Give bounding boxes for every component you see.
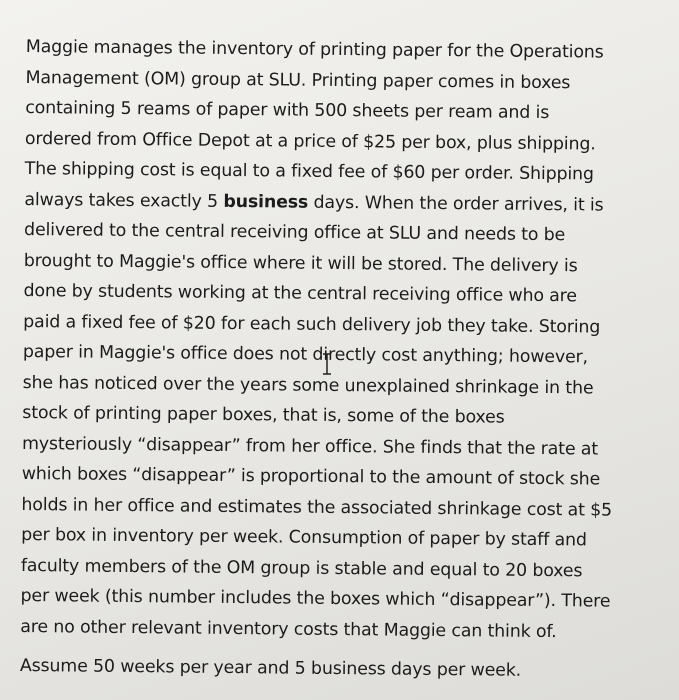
text-cursor-icon [322, 353, 332, 375]
text-line: Maggie manages the inventory of printing paper for the Operations [25, 36, 604, 63]
text-line: are no other relevant inventory costs that Maggie can think of. [20, 616, 557, 642]
text-line: faculty members of the OM group is stable and equal to 20 boxes [20, 555, 583, 581]
text-line: The shipping cost is equal to a fixed fee of $60 per order. Shipping [24, 158, 594, 185]
text-line: Management (OM) group at SLU. Printing paper comes in boxes [25, 67, 571, 93]
text-line: delivered to the central receiving office at SLU and needs to be [24, 219, 566, 246]
text-line: per week (this number includes the boxes which “disappear”). There [20, 585, 611, 612]
text-line: done by students working at the central receiving office who are [23, 280, 578, 307]
text-line: paid a fixed fee of $20 for each such delivery job they take. Storing [23, 311, 601, 338]
text-line: containing 5 reams of paper with 500 sheets per ream and is [25, 97, 550, 124]
text-segment: days. When the order arrives, it is [308, 192, 604, 216]
text-line: paper in Maggie's office does not directly cost anything; however, [22, 341, 589, 368]
text-line: she has noticed over the years some unexplained shrinkage in the [22, 372, 594, 398]
text-segment: always takes exactly 5 [24, 189, 224, 212]
text-line: mysteriously “disappear” from her office. She finds that the rate at [21, 433, 599, 460]
text-line: brought to Maggie's office where it will be stored. The delivery is [23, 250, 578, 276]
text-line: which boxes “disappear” is proportional to the amount of stock she [21, 463, 601, 490]
bold-word-business: business [223, 191, 309, 213]
text-line: holds in her office and estimates the associated shrinkage cost at $5 [21, 494, 613, 521]
text-line: per box in inventory per week. Consumption of paper by staff and [21, 524, 587, 551]
problem-text [20, 32, 666, 688]
text-line: ordered from Office Depot at a price of $25 per box, plus shipping. [24, 128, 596, 154]
assumption-line: Assume 50 weeks per year and 5 business days per week. [19, 655, 522, 681]
text-line: stock of printing paper boxes, that is, some of the boxes [22, 402, 505, 428]
